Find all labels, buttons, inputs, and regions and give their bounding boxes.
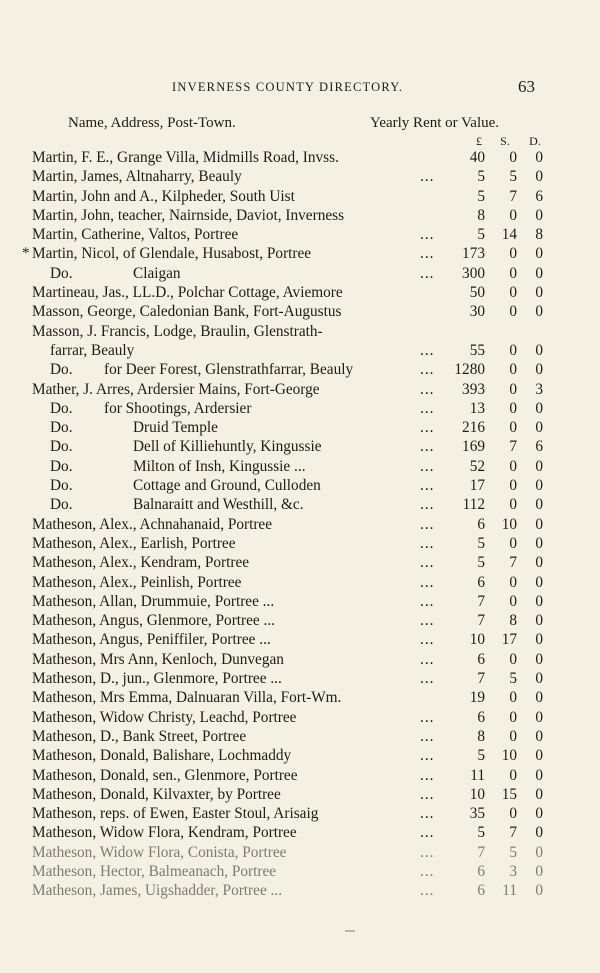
shillings-value: 11 [502,882,517,900]
pence-value: 0 [535,515,543,533]
shillings-value: 0 [509,399,517,417]
pounds-value: 30 [469,303,485,321]
directory-entry [0,476,600,495]
pence-value: 0 [535,670,543,688]
shillings-value: 0 [509,805,517,823]
shillings-value: 0 [509,206,517,224]
shillings-value: 3 [509,862,517,880]
pounds-value: 10 [469,785,485,803]
pence-value: 0 [535,747,543,765]
pounds-value: 50 [469,284,485,302]
directory-entry [0,630,600,649]
shillings-value: 0 [509,650,517,668]
pounds-value: 7 [477,592,485,610]
directory-entry [0,804,600,823]
entry-name: Matheson, Widow Christy, Leachd, Portree [32,708,297,726]
shillings-value: 0 [509,284,517,302]
pence-value: 6 [535,438,543,456]
entry-name: Matheson, Angus, Glenmore, Portree ... [32,612,276,630]
leader-dots: ... [420,747,435,765]
pounds-value: 10 [469,631,485,649]
entry-name: Do. [50,477,73,495]
pounds-value: 6 [477,882,485,900]
entry-place: for Shootings, Ardersier [104,399,252,417]
pounds-value: 5 [477,554,485,572]
directory-entry [0,534,600,553]
entry-name: Martin, Nicol, of Glendale, Husabost, Portree [32,245,312,263]
pounds-value: 13 [469,399,485,417]
directory-entry [0,187,600,206]
pence-value: 0 [535,592,543,610]
directory-entry [0,862,600,881]
shillings-value: 7 [509,824,517,842]
pounds-value: 6 [477,573,485,591]
page-header [0,77,600,100]
directory-entry [0,881,600,900]
entry-name: Martin, James, Altnaharry, Beauly [32,168,242,186]
pounds-value: 5 [477,747,485,765]
leader-dots: ... [420,457,435,475]
shillings-value: 0 [509,573,517,591]
entry-name: Matheson, Alex., Earlish, Portree [32,534,236,552]
leader-dots: ... [420,824,435,842]
pounds-value: 17 [469,477,485,495]
shillings-value: 14 [501,226,517,244]
leader-dots: ... [420,573,435,591]
pence-value: 0 [535,206,543,224]
leader-dots: ... [420,245,435,263]
pence-value: 0 [535,785,543,803]
shillings-value: 0 [509,149,517,166]
leader-dots: ... [420,477,435,495]
entry-name: Matheson, Hector, Balmeanach, Portree [32,862,277,880]
directory-entry [0,283,600,302]
entry-name: Matheson, Allan, Drummuie, Portree ... [32,592,275,610]
directory-entry [0,360,600,379]
value-column-heading: Yearly Rent or Value. [370,115,500,131]
pence-heading: D. [529,134,541,148]
shillings-value: 0 [509,457,517,475]
pence-value: 0 [535,573,543,591]
shillings-value: 0 [509,496,517,514]
leader-dots: ... [420,785,435,803]
pounds-value: 5 [477,824,485,842]
entry-place: Milton of Insh, Kingussie ... [133,457,306,475]
directory-entry [0,785,600,804]
pounds-value: 52 [469,457,485,475]
leader-dots: ... [420,554,435,572]
pence-value: 0 [535,264,543,282]
directory-entry [0,727,600,746]
leader-dots: ... [420,612,435,630]
leader-dots: ... [420,766,435,784]
directory-entry [0,823,600,842]
directory-entry [0,148,600,167]
pence-value: 0 [535,708,543,726]
pence-value: 0 [535,766,543,784]
directory-entry [0,573,600,592]
pence-value: 0 [535,824,543,842]
pounds-heading: £ [476,134,482,148]
pounds-value: 8 [477,727,485,745]
leader-dots: ... [420,708,435,726]
entry-name: Matheson, Donald, Kilvaxter, by Portree [32,785,281,803]
directory-entry [0,457,600,476]
pounds-value: 11 [470,766,485,784]
leader-dots: ... [420,862,435,880]
pounds-value: 6 [477,862,485,880]
pence-value: 0 [535,689,543,707]
running-title: INVERNESS COUNTY DIRECTORY. [172,80,404,94]
shillings-value: 10 [501,747,517,765]
directory-entry [0,495,600,514]
shillings-value: 5 [509,670,517,688]
pounds-value: 112 [462,496,485,514]
entry-name: Matheson, Angus, Peniffiler, Portree ... [32,631,271,649]
pence-value: 0 [535,843,543,861]
pence-value: 0 [535,457,543,475]
entry-name: Do. [50,399,73,417]
pounds-value: 6 [477,515,485,533]
pence-value: 0 [535,554,543,572]
entry-name: Masson, George, Caledonian Bank, Fort-Augustus [32,303,342,321]
pence-value: 6 [535,187,543,205]
entry-name: Matheson, Widow Flora, Conista, Portree [32,843,287,861]
leader-dots: ... [420,534,435,552]
entry-name: Martineau, Jas., LL.D., Polchar Cottage, Aviemore [32,284,343,302]
leader-dots: ... [420,496,435,514]
entry-name: Matheson, Mrs Ann, Kenloch, Dunvegan [32,650,284,668]
leader-dots: ... [420,168,435,186]
pounds-value: 173 [462,245,485,263]
pence-value: 0 [535,168,543,186]
entry-name: Matheson, Mrs Emma, Dalnuaran Villa, Fort-Wm. [32,689,342,707]
entry-name: Matheson, James, Uigshadder, Portree ... [32,882,283,900]
pence-value: 0 [535,727,543,745]
pence-value: 0 [535,245,543,263]
pounds-value: 216 [462,419,485,437]
leader-dots: ... [420,380,435,398]
pounds-value: 7 [477,843,485,861]
entry-name: Do. [50,419,73,437]
entry-name: Do. [50,361,73,379]
shillings-value: 0 [509,534,517,552]
pounds-value: 35 [469,805,485,823]
directory-entries [0,148,600,901]
shillings-value: 0 [509,341,517,359]
directory-entry [0,399,600,418]
directory-entry [0,302,600,321]
leader-dots: ... [420,419,435,437]
shillings-value: 0 [509,380,517,398]
directory-entry [0,843,600,862]
directory-entry [0,688,600,707]
shillings-value: 7 [509,438,517,456]
directory-entry [0,592,600,611]
pounds-value: 6 [477,708,485,726]
directory-entry [0,322,600,341]
directory-entry [0,418,600,437]
pounds-value: 7 [477,670,485,688]
leader-dots: ... [420,727,435,745]
leader-dots: ... [420,592,435,610]
entry-name: Matheson, D., Bank Street, Portree [32,727,247,745]
shillings-value: 0 [509,264,517,282]
shillings-value: 0 [509,708,517,726]
directory-entry [0,553,600,572]
entry-name: farrar, Beauly [50,341,135,359]
pounds-value: 5 [477,168,485,186]
pence-value: 0 [535,149,543,166]
entry-name: Matheson, Alex., Achnahanaid, Portree [32,515,273,533]
entry-place: Claigan [133,264,181,282]
entry-name: Matheson, Widow Flora, Kendram, Portree [32,824,297,842]
entry-name: Martin, Catherine, Valtos, Portree [32,226,239,244]
shillings-value: 17 [501,631,517,649]
directory-entry [0,264,600,283]
name-column-heading: Name, Address, Post-Town. [68,115,236,131]
shillings-value: 8 [509,612,517,630]
entry-name: Do. [50,438,73,456]
entry-name: Matheson, reps. of Ewen, Easter Stoul, Arisaig [32,805,319,823]
entry-name: Do. [50,264,73,282]
shillings-value: 0 [509,689,517,707]
pounds-value: 5 [477,534,485,552]
leader-dots: ... [420,341,435,359]
leader-dots: ... [420,515,435,533]
pounds-value: 1280 [454,361,485,379]
directory-entry [0,380,600,399]
leader-dots: ... [420,843,435,861]
shillings-value: 10 [501,515,517,533]
entry-place: Dell of Killiehuntly, Kingussie [133,438,322,456]
directory-entry [0,244,600,263]
leader-dots: ... [420,805,435,823]
pounds-value: 55 [469,341,485,359]
pence-value: 0 [535,341,543,359]
directory-entry [0,437,600,456]
entry-marker: * [22,245,30,263]
pence-value: 8 [535,226,543,244]
pounds-value: 169 [462,438,485,456]
directory-entry [0,515,600,534]
entry-name: Matheson, D., jun., Glenmore, Portree ... [32,670,282,688]
entry-name: Mather, J. Arres, Ardersier Mains, Fort-George [32,380,320,398]
pounds-value: 7 [477,612,485,630]
entry-name: Matheson, Donald, Balishare, Lochmaddy [32,747,292,765]
shillings-value: 0 [509,592,517,610]
directory-entry [0,669,600,688]
pounds-value: 6 [477,650,485,668]
pounds-value: 5 [477,187,485,205]
shillings-value: 0 [509,419,517,437]
pounds-value: 40 [469,149,485,166]
shillings-value: 0 [509,727,517,745]
entry-name: Do. [50,496,73,514]
pence-value: 0 [535,650,543,668]
leader-dots: ... [420,361,435,379]
entry-place: Cottage and Ground, Culloden [133,477,321,495]
shillings-value: 0 [509,766,517,784]
leader-dots: ... [420,650,435,668]
pence-value: 3 [535,380,543,398]
entry-name: Martin, F. E., Grange Villa, Midmills Road, Invss. [32,149,339,166]
shillings-value: 15 [501,785,517,803]
pence-value: 0 [535,303,543,321]
pence-value: 0 [535,399,543,417]
entry-place: Balnaraitt and Westhill, &c. [133,496,304,514]
entry-name: Do. [50,457,73,475]
directory-entry [0,167,600,186]
entry-name: Masson, J. Francis, Lodge, Braulin, Glenstrath- [32,322,323,340]
leader-dots: ... [420,631,435,649]
shillings-value: 0 [509,245,517,263]
pence-value: 0 [535,284,543,302]
shillings-value: 5 [509,843,517,861]
page-number: 63 [518,77,535,96]
directory-entry [0,611,600,630]
pence-value: 0 [535,361,543,379]
leader-dots: ... [420,882,435,900]
shillings-value: 7 [509,554,517,572]
entry-name: Matheson, Donald, sen., Glenmore, Portree [32,766,298,784]
leader-dots: ... [420,438,435,456]
directory-entry [0,650,600,669]
entry-name: Matheson, Alex., Peinlish, Portree [32,573,242,591]
leader-dots: ... [420,670,435,688]
entry-name: Matheson, Alex., Kendram, Portree [32,554,250,572]
pounds-value: 393 [462,380,485,398]
directory-entry [0,746,600,765]
shillings-heading: S. [500,134,510,148]
pence-value: 0 [535,612,543,630]
entry-name: Martin, John and A., Kilpheder, South Uist [32,187,295,205]
shillings-value: 7 [509,187,517,205]
pence-value: 0 [535,477,543,495]
pence-value: 0 [535,805,543,823]
pence-value: 0 [535,419,543,437]
shillings-value: 0 [509,477,517,495]
directory-entry [0,766,600,785]
pence-value: 0 [535,882,543,900]
directory-entry [0,708,600,727]
pounds-value: 5 [477,226,485,244]
column-headers [0,115,600,135]
directory-entry [0,225,600,244]
leader-dots: ... [420,226,435,244]
leader-dots: ... [420,264,435,282]
entry-place: Druid Temple [133,419,218,437]
shillings-value: 0 [509,303,517,321]
entry-place: for Deer Forest, Glenstrathfarrar, Beauly [104,361,354,379]
leader-dots: ... [420,399,435,417]
pence-value: 0 [535,534,543,552]
pence-value: 0 [535,862,543,880]
entry-name: Martin, John, teacher, Nairnside, Daviot, Inverness [32,206,345,224]
directory-entry [0,206,600,225]
directory-entry [0,341,600,360]
page-mark [345,930,355,932]
pence-value: 0 [535,631,543,649]
shillings-value: 0 [509,361,517,379]
pounds-value: 8 [477,206,485,224]
pence-value: 0 [535,496,543,514]
pounds-value: 300 [462,264,485,282]
pounds-value: 19 [469,689,485,707]
shillings-value: 5 [509,168,517,186]
